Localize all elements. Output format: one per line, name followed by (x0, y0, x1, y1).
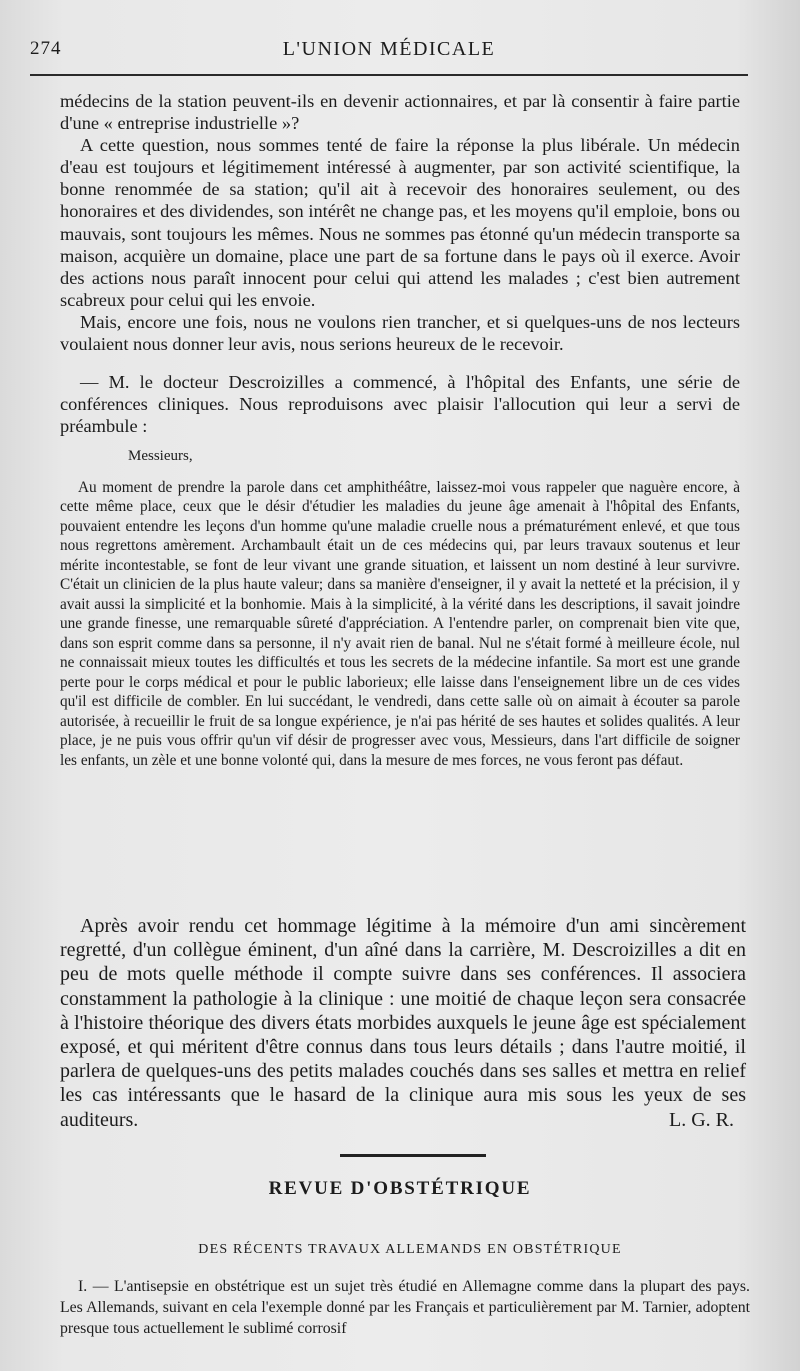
section-title: REVUE D'OBSTÉTRIQUE (268, 1178, 532, 1199)
subsection-title: DES RÉCENTS TRAVAUX ALLEMANDS EN OBSTÉTRIQUE (198, 1242, 622, 1257)
section-text (60, 1276, 750, 1339)
page-header (30, 38, 748, 72)
closing-paragraph-text: Après avoir rendu cet hommage légitime à la mémoire d'un ami sincèrement regretté, d'un collègue éminent, d'un aîné dans la carrière, M. Descroizilles a dit en peu de mots quelle méthode il compte suivre dans ses conférences. Il associera constamment la pathologie à la clinique : une moitié de chaque leçon sera consacrée à l'histoire théorique des divers états morbides auxquels le jeune âge est spécialement exposé, et qui méritent d'être connus dans tous leurs détails ; dans l'autre moitié, il parlera de quelques-uns des petits malades couchés dans ses salles et mettra en relief les cas intéressants que le hasard de la clinique aura mis sous les yeux de ses auditeurs. (60, 915, 746, 1131)
closing-text (60, 914, 746, 1132)
paragraph: médecins de la station peuvent-ils en devenir actionnaires, et par là consentir à faire partie d'une « entreprise industrielle »? (60, 91, 740, 134)
salutation: Messieurs, (128, 448, 193, 465)
quoted-allocution (60, 478, 740, 771)
closing-paragraph (60, 914, 746, 1132)
spacer (60, 355, 740, 371)
quote-paragraph: Au moment de prendre la parole dans cet amphithéâtre, laissez-moi vous rappeler que naguère encore, à cette même place, ceux que le désir d'étudier les maladies du jeune âge amenait à l'hôpital des Enfants, pouvaient entendre les leçons d'un homme qu'une maladie cruelle nous a prématurément enlevé, et que tous nous regrettons amèrement. Archambault était un de ces médecins qui, par leurs travaux soutenus et leur mérite incontestable, se font de leur vivant une grande situation, et laissent un nom destiné à leur survivre. C'était un clinicien de la plus haute valeur; dans sa manière d'enseigner, il y avait la netteté et la précision, il y avait aussi la simplicité et la bonhomie. Mais à la simplicité, à la vérité dans les descriptions, il savait joindre une grande finesse, une remarquable sûreté d'appréciation. A l'entendre parler, on comprenait bien vite que, dans son esprit comme dans sa personne, il n'y avait rien de banal. Nul ne s'était formé à meilleure école, nul ne connaissait mieux toutes les difficultés et tous les secrets de la médecine infantile. Sa mort est une grande perte pour le corps médical et pour le public laborieux; elle laisse dans l'enseignement libre un de ces vides qu'il est difficile de combler. En lui succédant, le vendredi, dans cette salle où on aimait à écouter sa parole autorisée, à recueillir le fruit de sa longue expérience, je n'ai pas hérité de ses hautes et solides qualités. A leur place, je ne puis vous offrir qu'un vif désir de progresser avec vous, Messieurs, dans l'art difficile de soigner les enfants, un zèle et une bonne volonté qui, dans la mesure de mes forces, ne vous feront pas défaut. (60, 478, 740, 769)
page-number: 274 (30, 38, 62, 59)
running-head: L'UNION MÉDICALE (282, 38, 496, 60)
signature: L. G. R. (669, 1108, 734, 1131)
paragraph: — M. le docteur Descroizilles a commencé, à l'hôpital des Enfants, une série de conférences cliniques. Nous reproduisons avec plaisir l'allocution qui leur a servi de préambule : (60, 372, 740, 437)
paragraph: A cette question, nous sommes tenté de faire la réponse la plus libérale. Un médecin d'eau est toujours et légitimement intéressé à augmenter, par son activité scientifique, la bonne renommée de sa station; qu'il ait à recevoir des honoraires seulement, ou des honoraires et des dividendes, son intérêt ne change pas, et les moyens qu'il emploie, bons ou mauvais, sont toujours les mêmes. Nous ne sommes pas étonné qu'un médecin transporte sa maison, acquière un domaine, place une part de sa fortune dans le pays où il exerce. Avoir des actions nous paraît innocent pour celui qui attend les malades ; c'est bien autrement scabreux pour celui qui les envoie. (60, 135, 740, 310)
section-paragraph: I. — L'antisepsie en obstétrique est un sujet très étudié en Allemagne comme dans la plupart des pays. Les Allemands, suivant en cela l'exemple donné par les Français et particulièrement par M. Tarnier, adoptent presque tous actuellement le sublimé corrosif (60, 1278, 750, 1337)
section-divider (340, 1154, 486, 1157)
main-text (60, 90, 740, 770)
header-rule (30, 74, 748, 76)
paragraph: Mais, encore une fois, nous ne voulons rien trancher, et si quelques-uns de nos lecteurs voulaient nous donner leur avis, nous serions heureux de le recevoir. (60, 311, 740, 355)
